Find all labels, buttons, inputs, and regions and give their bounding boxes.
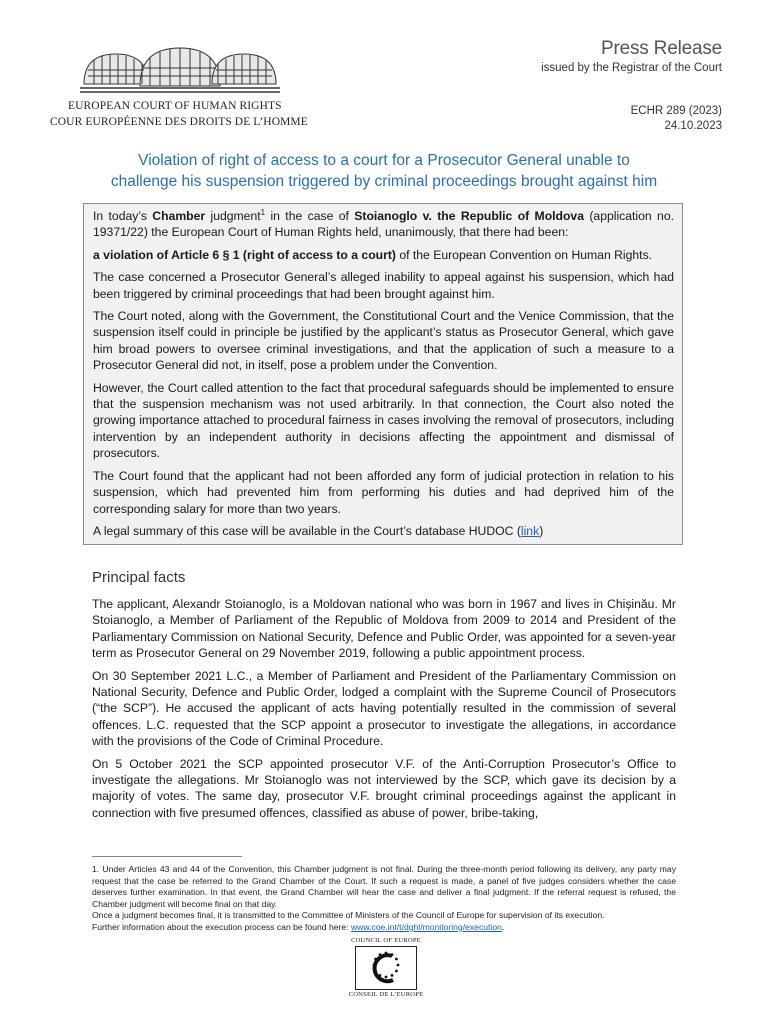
footnote-divider: [92, 856, 242, 857]
principal-facts-body: [92, 596, 676, 827]
text-run-bold: Chamber: [152, 209, 206, 223]
page-header: [0, 0, 768, 140]
text-run: in the case of: [265, 209, 355, 223]
section-title-principal-facts: Principal facts: [92, 569, 186, 586]
release-reference: [631, 104, 722, 134]
footnote-text-3: [92, 922, 676, 934]
press-release-title: Press Release: [601, 38, 722, 59]
summary-paragraph-5: However, the Court called attention to the fact that procedural safeguards should be implemented to ensure that the suspension mechanism was not used arbitrarily. In that connection, the Court also noted the growing importance attached to procedural fairness in cases involving the removal of prosecutors, including intervention by an independent authority in decisions affecting the appointment and dismissal of prosecutors.: [93, 380, 674, 461]
text-run: judgment: [205, 209, 261, 223]
facts-paragraph-2: On 30 September 2021 L.C., a Member of Parliament and President of the Parliamentary Commission on National Security, Defence and Public Order, lodged a complaint with the Supreme Council of Prosecutors (“the SCP”). He accused the applicant of acts having potentially resulted in the commission of several offences. L.C. requested that the SCP appoint a prosecutor to investigate the allegations, in accordance with the provisions of the Code of Criminal Procedure.: [92, 668, 676, 749]
council-name-fr: CONSEIL DE L’EUROPE: [348, 991, 424, 998]
footnote-ref: 1: [260, 207, 266, 217]
text-run: of the European Convention on Human Rights.: [395, 247, 653, 262]
court-logo: [60, 44, 300, 98]
case-name: Stoianoglo v. the Republic of Moldova: [354, 209, 584, 223]
hudoc-link[interactable]: link: [520, 523, 540, 538]
release-number: ECHR 289 (2023): [630, 105, 722, 117]
court-name-en: EUROPEAN COURT OF HUMAN RIGHTS: [68, 100, 282, 112]
text-run: .: [501, 921, 505, 932]
summary-box: [83, 203, 683, 545]
facts-paragraph-3: On 5 October 2021 the SCP appointed prosecutor V.F. of the Anti-Corruption Prosecutor’s Office to investigate the allegations. Mr Stoianoglo was not interviewed by the SCP, which gave its decision by a majority of votes. The same day, prosecutor V.F. brought criminal proceedings against the applicant in connection with five presumed offences, classified as abuse of power, bribe-taking,: [92, 756, 676, 820]
execution-link[interactable]: www.coe.int/t/dghl/monitoring/execution: [350, 921, 502, 932]
summary-paragraph-7: [93, 523, 674, 539]
text-run: A legal summary of this case will be available in the Court’s database HUDOC (: [93, 523, 521, 538]
summary-paragraph-2: [93, 247, 674, 263]
footnote-text-1: 1. Under Articles 43 and 44 of the Convention, this Chamber judgment is not final. During the three-month period following its delivery, any party may request that the case be referred to the Grand Chamber of the Court. If such a request is made, a panel of five judges considers whether the case deserves further examination. In that event, the Grand Chamber will hear the case and deliver a final judgment. If the referral request is refused, the Chamber judgment will become final on that day.: [92, 864, 676, 909]
press-release-subtitle: issued by the Registrar of the Court: [541, 62, 722, 74]
text-run: (application no. 19371/22) the European Court of Human Rights held, unanimously, that there had been:: [93, 209, 675, 240]
council-of-europe-logo: [340, 937, 432, 998]
footnote-text-2: Once a judgment becomes final, it is transmitted to the Committee of Ministers of the Council of Europe for supervision of its execution.: [92, 910, 605, 921]
headline: [70, 150, 698, 192]
text-run: In today’s: [93, 209, 153, 223]
violation-finding: a violation of Article 6 § 1 (right of access to a court): [93, 247, 396, 262]
headline-line-1: Violation of right of access to a court for a Prosecutor General unable to: [138, 152, 630, 169]
council-name-en: COUNCIL OF EUROPE: [351, 937, 421, 944]
facts-paragraph-1: The applicant, Alexandr Stoianoglo, is a Moldovan national who was born in 1967 and lives in Chișinău. Mr Stoianoglo, a Member of Parliament of the Republic of Moldova from 2009 to 2014 and President of the Parliamentary Commission on National Security, Defence and Public Order, was appointed for a seven-year term as Prosecutor General on 29 November 2019, following a public appointment process.: [92, 597, 676, 661]
council-emblem-icon: [355, 946, 417, 990]
summary-paragraph-4: The Court noted, along with the Government, the Constitutional Court and the Venice Commission, that the suspension itself could in principle be justified by the applicant’s status as Prosecutor General, which gave him broad powers to oversee criminal investigations, and that the application of such a measure to a Prosecutor General did not, in itself, pose a problem under the Convention.: [93, 309, 674, 373]
text-run: ): [539, 523, 544, 538]
text-run: Further information about the execution process can be found here:: [92, 921, 351, 932]
court-name-fr: COUR EUROPÉENNE DES DROITS DE L’HOMME: [50, 116, 308, 128]
summary-paragraph-6: The Court found that the applicant had not been afforded any form of judicial protection in relation to his suspension, which had prevented him from performing his duties and had deprived him of the corresponding salary for more than two years.: [93, 468, 674, 516]
summary-paragraph-1: [93, 208, 674, 241]
footnote: [92, 864, 676, 934]
headline-line-2: challenge his suspension triggered by criminal proceedings brought against him: [110, 173, 658, 190]
court-building-icon: [80, 44, 280, 98]
summary-paragraph-3: The case concerned a Prosecutor General’s alleged inability to appeal against his suspension, which had been triggered by criminal proceedings that had been brought against him.: [93, 270, 674, 301]
release-date: 24.10.2023: [664, 120, 722, 132]
